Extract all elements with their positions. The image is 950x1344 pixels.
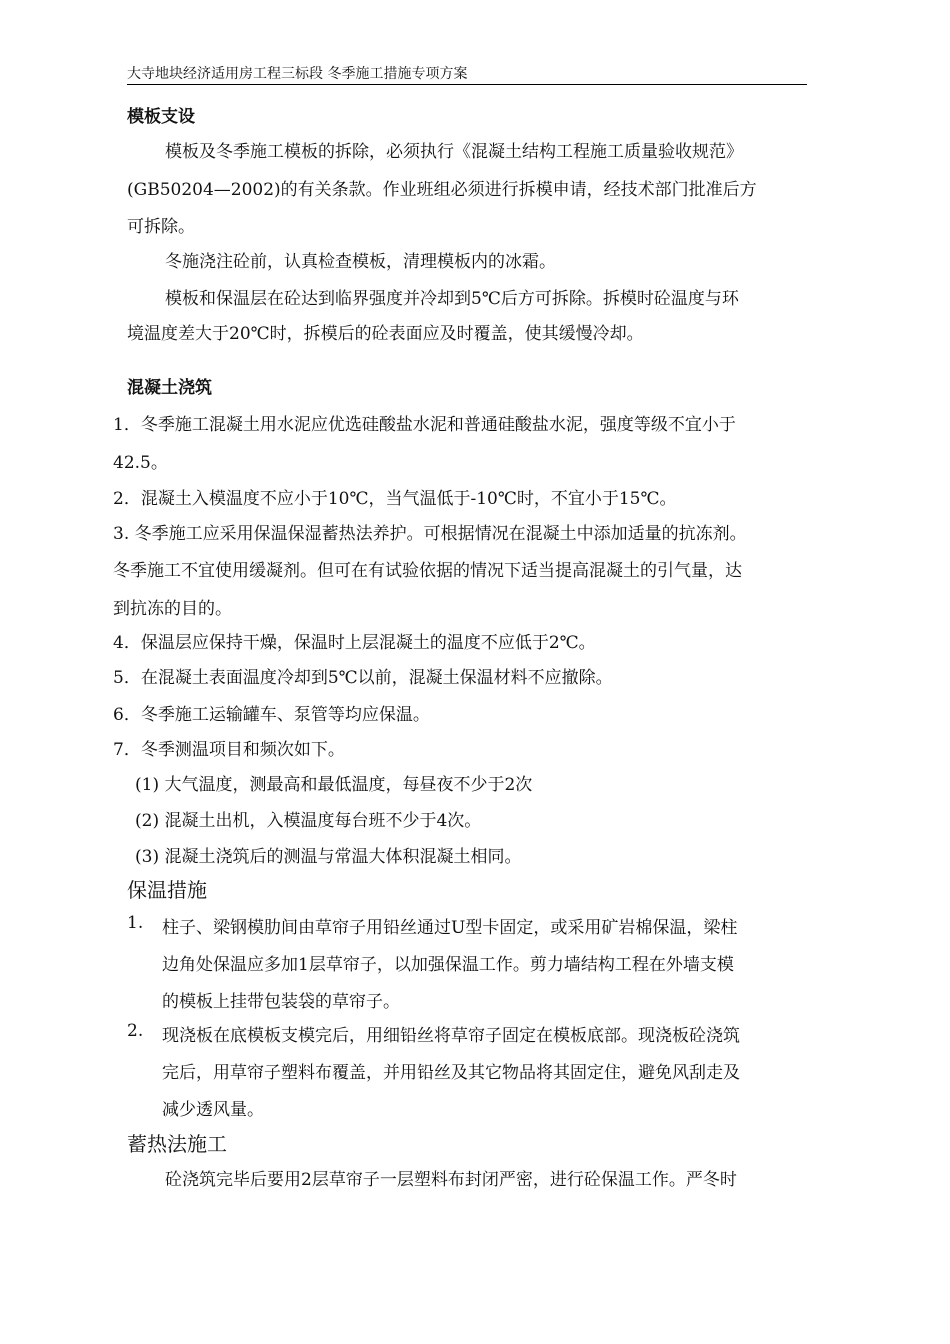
sub-list-item: (3) 混凝土浇筑后的测温与常温大体积混凝土相同。 [135, 847, 522, 867]
section-title-insulation: 保温措施 [127, 878, 207, 902]
list-item: 冬季施工不宜使用缓凝剂。但可在有试验依据的情况下适当提高混凝土的引气量，达 [113, 561, 742, 581]
paragraph-line: 模板及冬季施工模板的拆除，必须执行《混凝土结构工程施工质量验收规范》 [165, 142, 743, 162]
paragraph-line: (GB50204—2002)的有关条款。作业班组必须进行拆模申请，经技术部门批准后方 [127, 180, 757, 200]
list-item: 42.5。 [113, 453, 168, 473]
list-item: 3. 冬季施工应采用保温保湿蓄热法养护。可根据情况在混凝土中添加适量的抗冻剂。 [113, 524, 747, 544]
list-item: 1．冬季施工混凝土用水泥应优选硅酸盐水泥和普通硅酸盐水泥，强度等级不宜小于 [113, 415, 736, 435]
list-item-line: 减少透风量。 [162, 1100, 264, 1120]
list-item: 到抗冻的目的。 [113, 599, 232, 619]
list-item-line: 边角处保温应多加1层草帘子，以加强保温工作。剪力墙结构工程在外墙支模 [162, 955, 734, 975]
list-number: 1. [127, 913, 144, 933]
list-item-line: 完后，用草帘子塑料布覆盖，并用铅丝及其它物品将其固定住，避免风刮走及 [162, 1063, 740, 1083]
paragraph-line: 可拆除。 [127, 217, 195, 237]
sub-list-item: (1) 大气温度，测最高和最低温度，每昼夜不少于2次 [135, 775, 533, 795]
section-title-formwork: 模板支设 [127, 107, 195, 127]
paragraph-line: 模板和保温层在砼达到临界强度并冷却到5℃后方可拆除。拆模时砼温度与环 [165, 289, 739, 309]
list-item-line: 的模板上挂带包装袋的草帘子。 [162, 992, 400, 1012]
page-header: 大寺地块经济适用房工程三标段 冬季施工措施专项方案 [127, 64, 807, 85]
paragraph-line: 砼浇筑完毕后要用2层草帘子一层塑料布封闭严密，进行砼保温工作。严冬时 [165, 1170, 737, 1190]
list-item: 5．在混凝土表面温度冷却到5℃以前，混凝土保温材料不应撤除。 [113, 668, 613, 688]
list-item: 7．冬季测温项目和频次如下。 [113, 740, 345, 760]
list-item-line: 柱子、梁钢模肋间由草帘子用铅丝通过U型卡固定，或采用矿岩棉保温，梁柱 [162, 918, 738, 938]
list-item: 2．混凝土入模温度不应小于10℃，当气温低于-10℃时，不宜小于15℃。 [113, 489, 677, 509]
sub-list-item: (2) 混凝土出机，入模温度每台班不少于4次。 [135, 811, 482, 831]
list-item: 6．冬季施工运输罐车、泵管等均应保温。 [113, 705, 430, 725]
section-title-heat-storage: 蓄热法施工 [127, 1132, 227, 1156]
list-number: 2. [127, 1021, 144, 1041]
section-title-concrete-pouring: 混凝土浇筑 [127, 378, 212, 398]
paragraph-line: 冬施浇注砼前，认真检查模板，清理模板内的冰霜。 [165, 252, 556, 272]
list-item-line: 现浇板在底模板支模完后，用细铅丝将草帘子固定在模板底部。现浇板砼浇筑 [162, 1026, 740, 1046]
list-item: 4．保温层应保持干燥，保温时上层混凝土的温度不应低于2℃。 [113, 633, 596, 653]
paragraph-line: 境温度差大于20℃时，拆模后的砼表面应及时覆盖，使其缓慢冷却。 [127, 324, 644, 344]
